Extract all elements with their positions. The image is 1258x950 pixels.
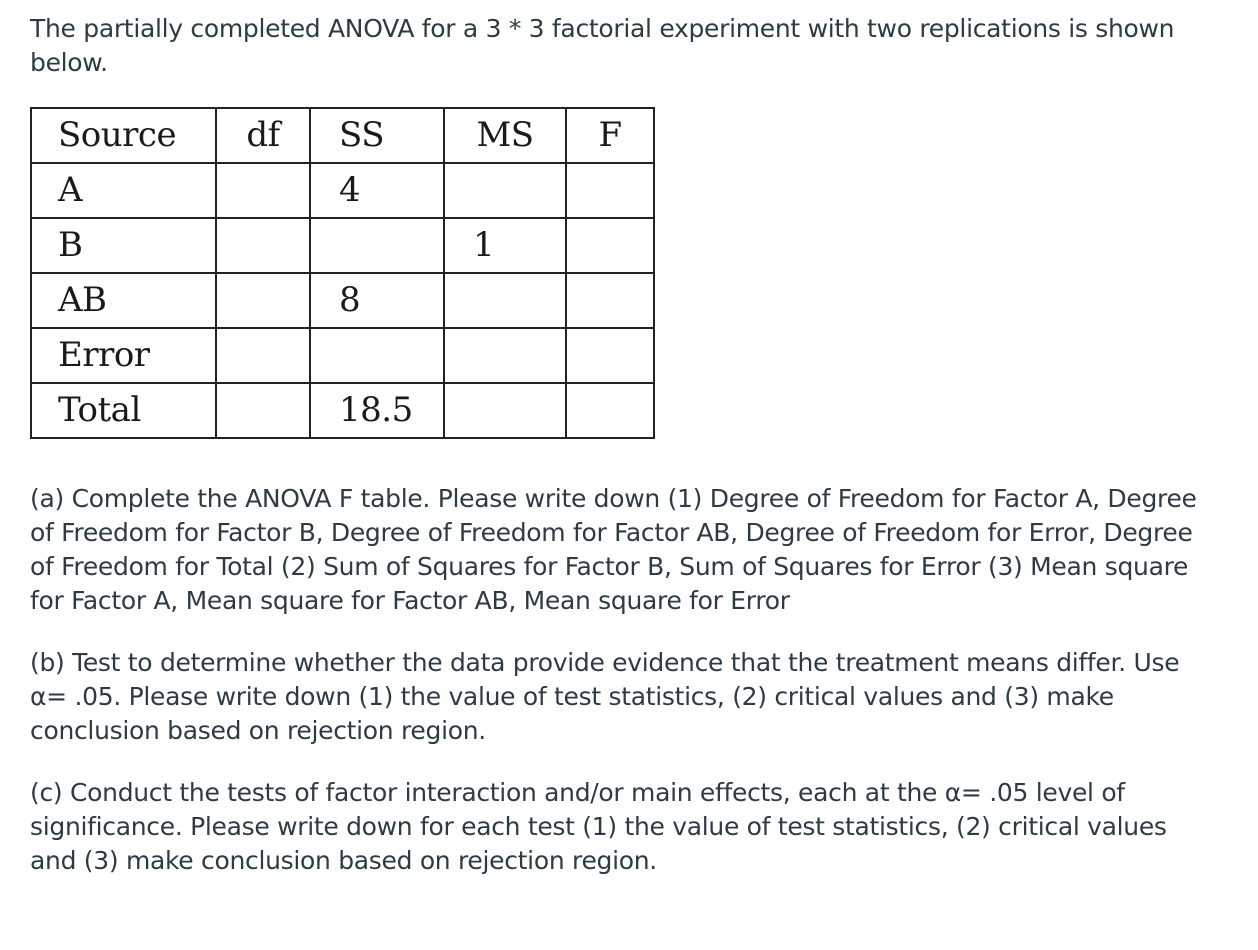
table-row <box>31 328 654 383</box>
cell-f <box>566 328 654 383</box>
cell-ms <box>444 163 566 218</box>
cell-ms <box>444 273 566 328</box>
cell-df <box>216 328 310 383</box>
header-f: F <box>566 108 654 163</box>
header-ss: SS <box>310 108 444 163</box>
table-row <box>31 163 654 218</box>
cell-ms <box>444 328 566 383</box>
cell-f <box>566 163 654 218</box>
table-row <box>31 218 654 273</box>
cell-ss: 4 <box>310 163 444 218</box>
cell-source: Error <box>31 328 216 383</box>
question-c: (c) Conduct the tests of factor interaction and/or main effects, each at the α= .05 level of significance. Please write down for each test (1) the value of test statistics, (2) critical values and (3) make conclusion based on rejection region. <box>30 778 1167 875</box>
cell-ms: 1 <box>444 218 566 273</box>
question-b: (b) Test to determine whether the data provide evidence that the treatment means differ. Use α= .05. Please write down (1) the value of test statistics, (2) critical values and (3) make conclusion based on rejection region. <box>30 648 1180 745</box>
cell-ms <box>444 383 566 438</box>
cell-ss: 8 <box>310 273 444 328</box>
table-row <box>31 383 654 438</box>
header-df: df <box>216 108 310 163</box>
cell-df <box>216 218 310 273</box>
cell-source: A <box>31 163 216 218</box>
table-row <box>31 273 654 328</box>
anova-table <box>30 107 655 439</box>
table-header-row <box>31 108 654 163</box>
cell-f <box>566 383 654 438</box>
cell-f <box>566 218 654 273</box>
questions-section <box>30 482 1220 906</box>
cell-df <box>216 163 310 218</box>
cell-ss <box>310 218 444 273</box>
cell-f <box>566 273 654 328</box>
intro-text: The partially completed ANOVA for a 3 * 3 factorial experiment with two replications is shown below. <box>30 14 1175 77</box>
page-content <box>30 12 1220 875</box>
cell-source: AB <box>31 273 216 328</box>
cell-df <box>216 383 310 438</box>
header-ms: MS <box>444 108 566 163</box>
header-source: Source <box>31 108 216 163</box>
cell-ss <box>310 328 444 383</box>
question-a: (a) Complete the ANOVA F table. Please write down (1) Degree of Freedom for Factor A, Degree of Freedom for Factor B, Degree of Freedom for Factor AB, Degree of Freedom for Error, Degree of Freedom for Total (2) Sum of Squares for Factor B, Sum of Squares for Error (3) Mean square for Factor A, Mean square for Factor AB, Mean square for Error <box>30 484 1197 615</box>
cell-ss: 18.5 <box>310 383 444 438</box>
cell-df <box>216 273 310 328</box>
cell-source: B <box>31 218 216 273</box>
cell-source: Total <box>31 383 216 438</box>
